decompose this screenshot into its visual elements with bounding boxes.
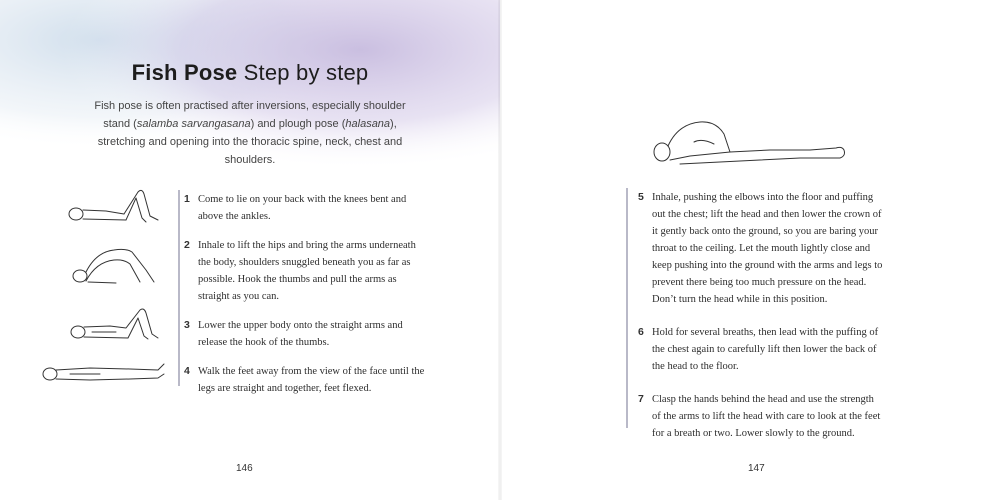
- page-number-left: 146: [236, 463, 253, 474]
- intro-italic-2: halasana: [345, 118, 391, 130]
- steps-right: [638, 189, 884, 454]
- step-text: Lower the upper body onto the straight arms and release the hook of the thumbs.: [198, 320, 403, 348]
- pose-step-1-illustration: [66, 186, 166, 226]
- step-text: Inhale to lift the hips and bring the arms underneath the body, shoulders snuggled beneath you as far as possible. Hook the thumbs and pull the arms as straight as you can.: [198, 240, 416, 302]
- step-text: Clasp the hands behind the head and use the strength of the arms to lift the head with care to look at the feet for a breath or two. Lower slowly to the ground.: [652, 394, 881, 439]
- step-item: [638, 391, 884, 442]
- step-text: Inhale, pushing the elbows into the floor and puffing out the chest; lift the head and then lower the crown of it gently back onto the ground, so you are baring your throat to the ceiling. Let the mouth lightly close and keep pushing into the ground with the arms and legs to prevent there being too much pressure on the head. Don’t turn the head while in this position.: [652, 192, 883, 305]
- step-item: [184, 317, 426, 351]
- intro-text-2: ) and plough pose (: [250, 118, 346, 130]
- step-text: Walk the feet away from the view of the face until the legs are straight and together, feet flexed.: [198, 366, 425, 394]
- step-item: [184, 363, 426, 397]
- step-item: [184, 237, 426, 305]
- step-number: 3: [184, 319, 190, 331]
- page-number-right: 147: [748, 463, 765, 474]
- right-page: [500, 0, 1000, 500]
- step-text: Hold for several breaths, then lead with the puffing of the chest again to carefully lift then lower the back of the head to the floor.: [652, 327, 879, 372]
- step-number: 6: [638, 326, 644, 338]
- pose-step-4-illustration: [40, 358, 168, 388]
- step-number: 4: [184, 365, 190, 377]
- step-number: 7: [638, 393, 644, 405]
- intro-paragraph: [86, 97, 414, 169]
- intro-text-3: ), stretching and opening into the thoracic spine, neck, chest and shoulders.: [97, 118, 403, 166]
- title-rest: Step by step: [243, 60, 369, 85]
- steps-rule-left: [178, 190, 180, 386]
- intro-text-1: Fish pose is often practised after inversions, especially shoulder stand (: [94, 100, 406, 130]
- step-item: [638, 324, 884, 375]
- fish-pose-final-illustration: [650, 112, 850, 172]
- steps-left: [184, 191, 426, 409]
- step-number: 1: [184, 193, 190, 205]
- step-item: [638, 189, 884, 308]
- title-bold: Fish Pose: [131, 60, 238, 85]
- intro-italic-1: salamba sarvangasana: [136, 118, 251, 130]
- step-number: 2: [184, 239, 190, 251]
- page-title: [0, 60, 500, 86]
- pose-step-2-illustration: [66, 242, 166, 288]
- step-item: [184, 191, 426, 225]
- step-number: 5: [638, 191, 644, 203]
- pose-step-3-illustration: [66, 304, 166, 344]
- step-text: Come to lie on your back with the knees bent and above the ankles.: [198, 194, 407, 222]
- steps-rule-right: [626, 188, 628, 428]
